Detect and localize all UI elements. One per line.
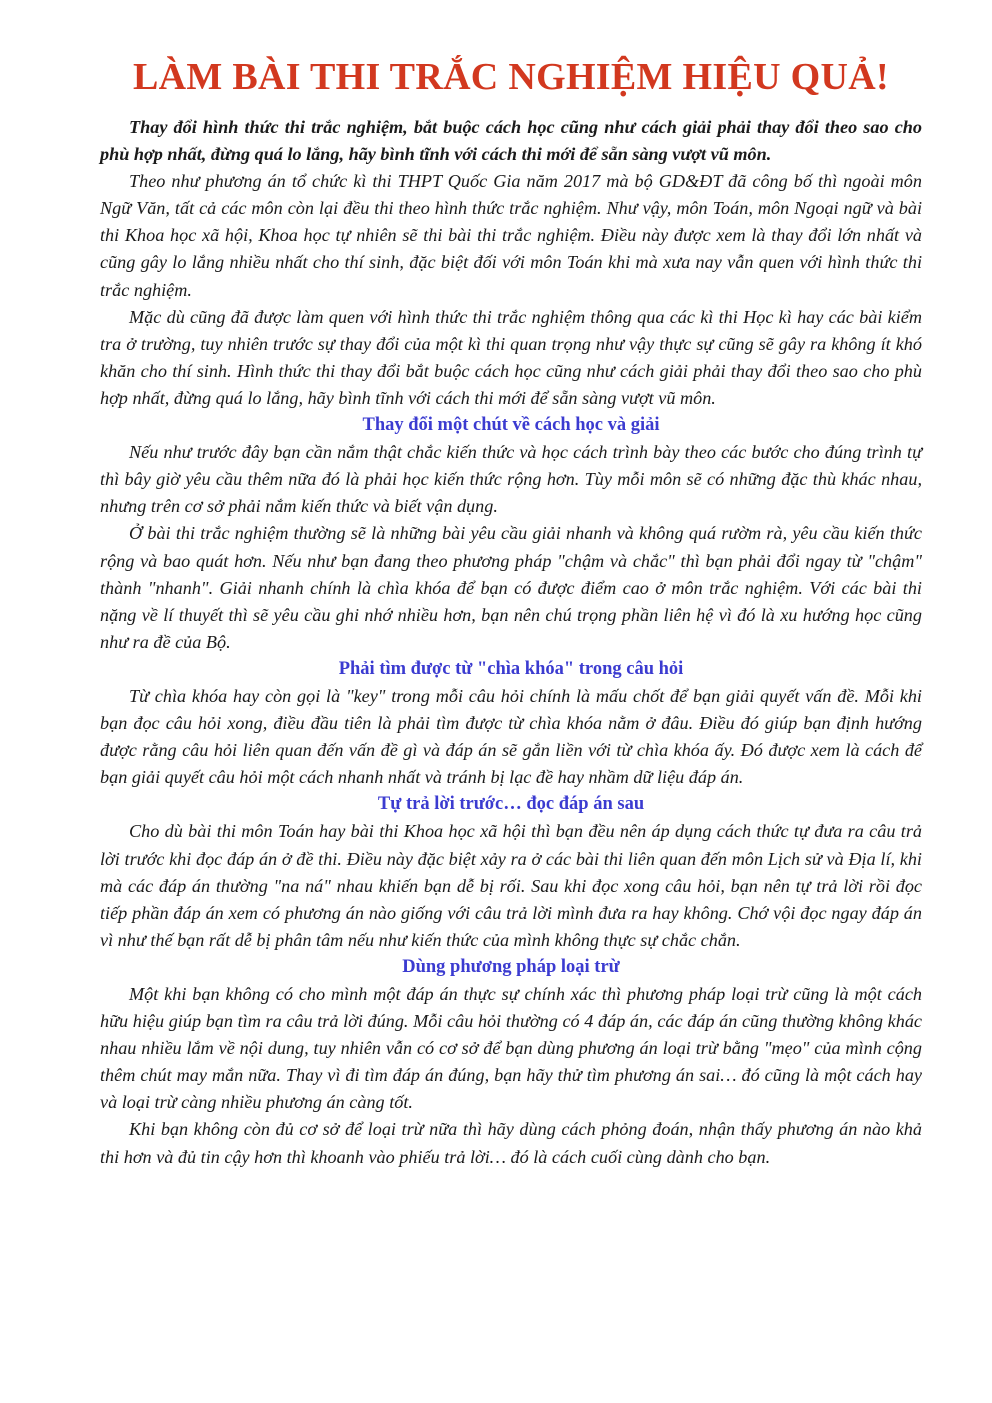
section-heading-elimination: Dùng phương pháp loại trừ [402, 956, 620, 977]
body-paragraph: Từ chìa khóa hay còn gọi là "key" trong mỗi câu hỏi chính là mấu chốt để bạn giải quyết vấn đề. Mỗi khi bạn đọc câu hỏi xong, điều đầu tiên là phải tìm được từ chìa khóa nằm ở đâu. Điều đó giúp bạn định hướng được rằng câu hỏi liên quan đến vấn đề gì và đáp án sẽ gắn liền với từ chìa khóa ấy. Đó được xem là cách để bạn giải quyết câu hỏi một cách nhanh nhất và tránh bị lạc đề hay nhầm dữ liệu đáp án. [100, 685, 922, 788]
body-paragraph: Nếu như trước đây bạn cần nắm thật chắc kiến thức và học cách trình bày theo các bước cho đúng trình tự thì bây giờ yêu cầu thêm nữa đó là phải học kiến thức rộng hơn. Tùy mỗi môn sẽ có những đặc thù khác nhau, nhưng trên cơ sở phải nắm kiến thức và biết vận dụng. [100, 442, 922, 517]
body-paragraph: Khi bạn không còn đủ cơ sở để loại trừ nữa thì hãy dùng cách phỏng đoán, nhận thấy phương án nào khả thi hơn và đủ tin cậy hơn thì khoanh vào phiếu trả lời… đó là cách cuối cùng dành cho bạn. [100, 1119, 922, 1167]
document-page [100, 52, 922, 1171]
body-paragraph: Ở bài thi trắc nghiệm thường sẽ là những bài yêu cầu giải nhanh và không quá rườm rà, yêu cầu kiến thức rộng và bao quát hơn. Nếu như bạn đang theo phương pháp "chậm và chắc" thì bạn phải đổi ngay từ "chậm" thành "nhanh". Giải nhanh chính là chìa khóa để bạn có được điểm cao ở môn trắc nghiệm. Với các bài thi nặng về lí thuyết thì sẽ yêu cầu ghi nhớ nhiều hơn, bạn nên chú trọng phần liên hệ vì đó là xu hướng học cũng như ra đề của Bộ. [100, 523, 922, 652]
section-heading-study-method: Thay đổi một chút về cách học và giải [362, 415, 660, 436]
body-paragraph: Cho dù bài thi môn Toán hay bài thi Khoa học xã hội thì bạn đều nên áp dụng cách thức tự đưa ra câu trả lời trước khi đọc đáp án ở đề thi. Điều này đặc biệt xảy ra ở các bài thi liên quan đến môn Lịch sử và Địa lí, khi mà các đáp án thường "na ná" nhau khiến bạn dễ bị rối. Sau khi đọc xong câu hỏi, bạn nên tự trả lời rồi đọc tiếp phần đáp án xem có phương án nào giống với câu trả lời mình đưa ra hay không. Chớ vội đọc ngay đáp án vì như thế bạn rất dễ bị phân tâm nếu như kiến thức của mình không thực sự chắc chắn. [100, 821, 922, 950]
body-paragraph: Theo như phương án tổ chức kì thi THPT Quốc Gia năm 2017 mà bộ GD&ĐT đã công bố thì ngoài môn Ngữ Văn, tất cả các môn còn lại đều thi theo hình thức trắc nghiệm. Như vậy, môn Toán, môn Ngoại ngữ và bài thi Khoa học xã hội, Khoa học tự nhiên sẽ thi bài thi trắc nghiệm. Điều này được xem là thay đổi lớn nhất và cũng gây lo lắng nhiều nhất cho thí sinh, đặc biệt đối với môn Toán khi mà xưa nay vẫn quen với hình thức thi trắc nghiệm. [100, 171, 922, 300]
document-title: LÀM BÀI THI TRẮC NGHIỆM HIỆU QUẢ! [133, 56, 889, 98]
section-heading-answer-first: Tự trả lời trước… đọc đáp án sau [377, 794, 645, 815]
body-paragraph: Mặc dù cũng đã được làm quen với hình thức thi trắc nghiệm thông qua các kì thi Học kì hay các bài kiểm tra ở trường, tuy nhiên trước sự thay đổi của một kì thi quan trọng như vậy thực sự cũng sẽ gây ra không ít khó khăn cho thí sinh. Hình thức thi thay đổi bắt buộc cách học cũng như cách giải phải thay đổi theo sao cho phù hợp nhất, đừng quá lo lắng, hãy bình tĩnh với cách thi mới để sẵn sàng vượt vũ môn. [100, 306, 922, 408]
body-paragraph: Một khi bạn không có cho mình một đáp án thực sự chính xác thì phương pháp loại trừ cũng là một cách hữu hiệu giúp bạn tìm ra câu trả lời đúng. Mỗi câu hỏi thường có 4 đáp án, các đáp án cũng thường không khác nhau nhiều lắm về nội dung, tuy nhiên vẫn có cơ sở để bạn dùng phương án loại trừ bằng "mẹo" của mình cộng thêm chút may mắn nữa. Thay vì đi tìm đáp án đúng, bạn hãy thử tìm phương án sai… đó cũng là một cách hay và loại trừ càng nhiều phương án càng tốt. [100, 984, 922, 1113]
intro-paragraph: Thay đổi hình thức thi trắc nghiệm, bắt buộc cách học cũng như cách giải phải thay đổi theo sao cho phù hợp nhất, đừng quá lo lắng, hãy bình tĩnh với cách thi mới để sẵn sàng vượt vũ môn. [100, 117, 922, 165]
section-heading-keywords: Phải tìm được từ "chìa khóa" trong câu hỏi [338, 658, 684, 679]
